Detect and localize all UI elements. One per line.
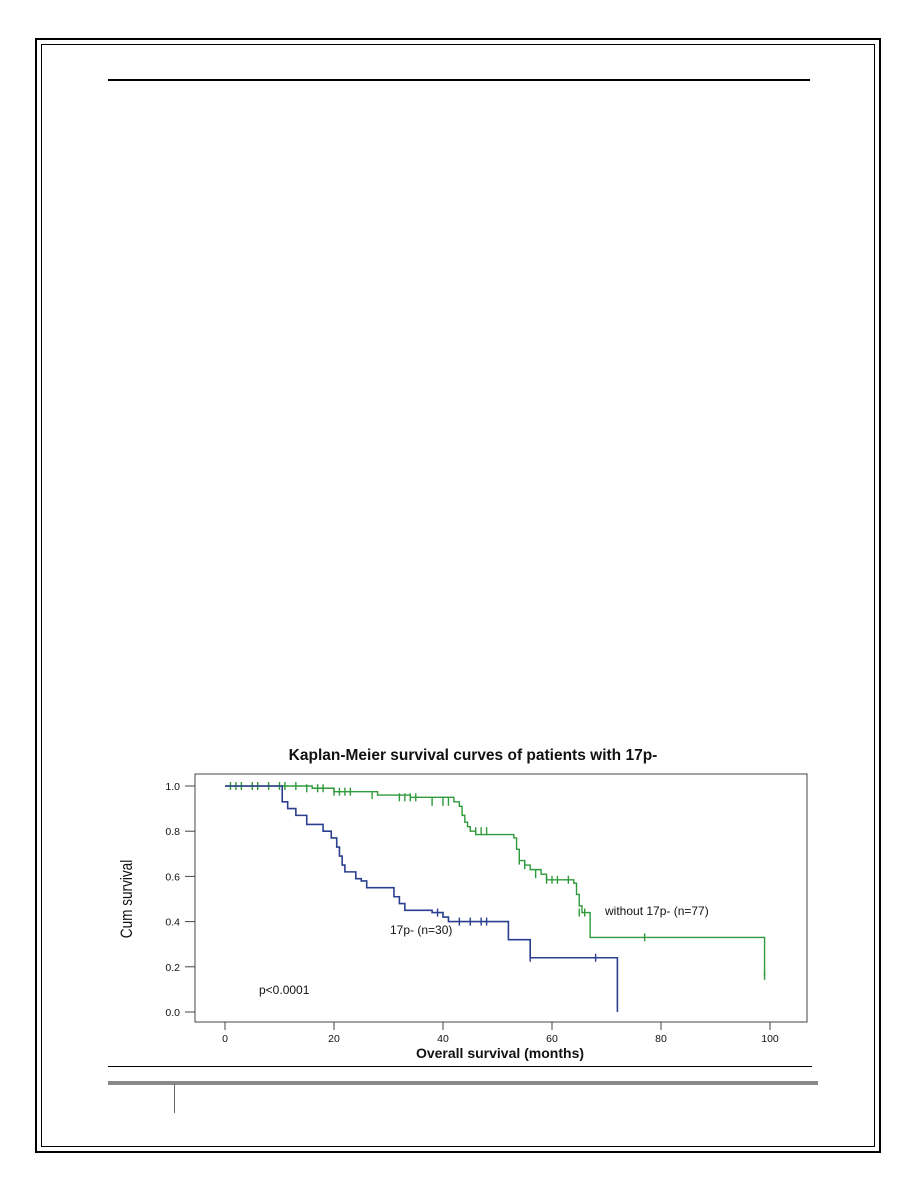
x-tick-label: 100 (761, 1033, 779, 1045)
x-tick-label: 60 (546, 1033, 558, 1045)
y-tick-label: 1.0 (165, 781, 180, 793)
footer-rule (108, 1066, 812, 1067)
chart-title: Kaplan-Meier survival curves of patients with 17p- (288, 747, 658, 764)
kaplan-meier-chart (100, 735, 820, 1065)
y-tick-label: 0.4 (165, 916, 180, 929)
footer-gray-rule (108, 1081, 818, 1085)
y-tick-label: 0.8 (165, 826, 180, 839)
x-tick-label: 80 (655, 1033, 667, 1045)
y-tick-label: 0.2 (165, 961, 180, 974)
x-tick-label: 20 (328, 1033, 340, 1045)
x-tick-label: 40 (437, 1033, 449, 1045)
y-axis-label: Cum survival (117, 859, 137, 939)
x-axis-label: Overall survival (months) (415, 1045, 585, 1061)
series-label-without-17p: without 17p- (n=77) (605, 904, 709, 918)
p-value-annotation: p<0.0001 (259, 983, 310, 997)
header-rule (108, 79, 810, 81)
y-tick-label: 0.0 (165, 1007, 180, 1019)
footer-tick (174, 1084, 175, 1113)
y-tick-label: 0.6 (165, 871, 180, 884)
series-label-17p: 17p- (n=30) (390, 923, 453, 937)
x-tick-label: 0 (222, 1033, 228, 1045)
